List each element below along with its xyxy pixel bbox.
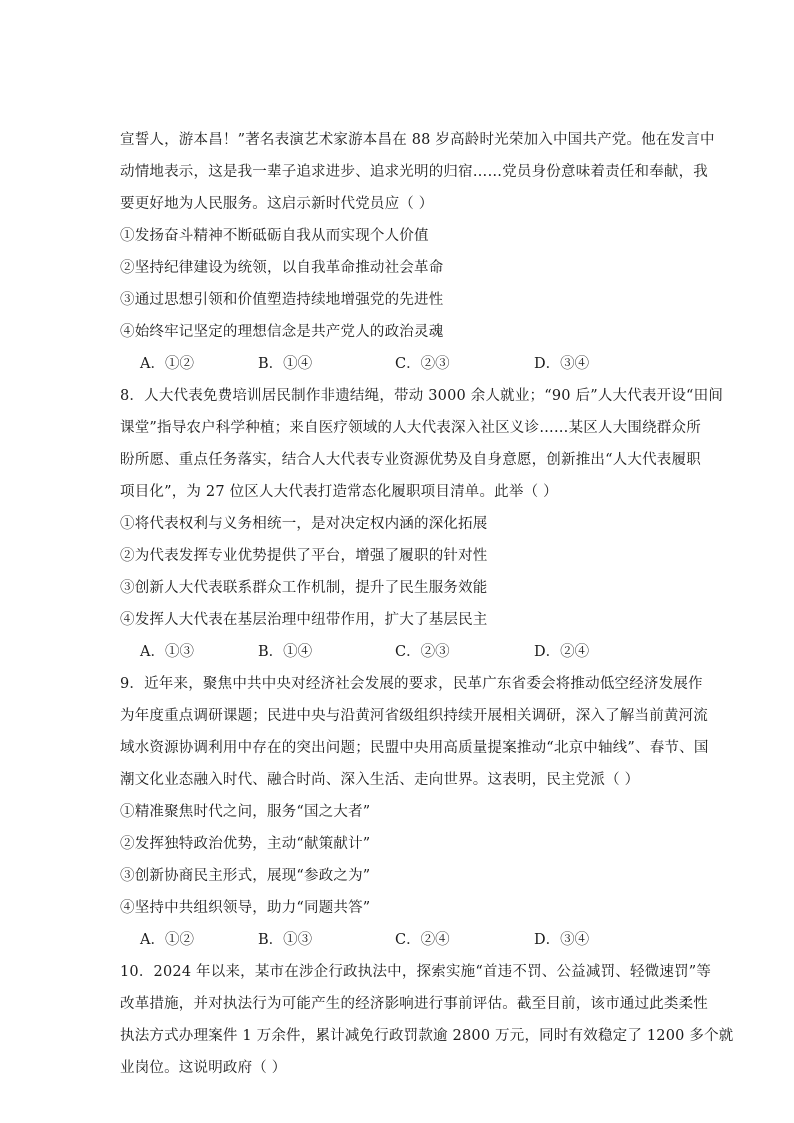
q9-stem-line-1: 9．近年来，聚焦中共中央对经济社会发展的要求，民革广东省委会将推动低空经济发展作 (120, 676, 703, 692)
q7-stem-line-2: 动情地表示，这是我一辈子追求进步、追求光明的归宿……党员身份意味着责任和奉献，我 (120, 164, 708, 180)
q9-statement-3: ③创新协商民主形式，展现“参政之为” (120, 868, 371, 884)
q9-statement-1: ①精准聚焦时代之问，服务“国之大者” (120, 804, 371, 820)
q8-statement-3: ③创新人大代表联系群众工作机制，提升了民生服务效能 (120, 580, 488, 596)
q9-stem-line-4: 潮文化业态融入时代、融合时尚、深入生活、走向世界。这表明，民主党派（ ） (120, 772, 640, 788)
q8-stem-line-2: 课堂”指导农户科学种植；来自医疗领域的人大代表深入社区义诊……某区人大围绕群众所 (120, 420, 701, 436)
q7-stem-line-3: 要更好地为人民服务。这启示新时代党员应（ ） (120, 196, 434, 212)
q7-stem-line-1: 宣誓人，游本昌！”著名表演艺术家游本昌在 88 岁高龄时光荣加入中国共产党。他在发言中 (120, 132, 715, 148)
q8-stem-line-1: 8．人大代表免费培训居民制作非遗结绳，带动 3000 余人就业；“90 后”人大代表开设“田间 (120, 388, 724, 404)
q8-option-a[interactable]: A．①③ (140, 644, 194, 660)
q7-statement-4: ④始终牢记坚定的理想信念是共产党人的政治灵魂 (120, 324, 444, 340)
q9-option-b[interactable]: B．①③ (258, 932, 313, 948)
q8-option-d[interactable]: D．②④ (534, 644, 590, 660)
q9-option-c[interactable]: C．②④ (395, 932, 450, 948)
q7-option-d[interactable]: D．③④ (534, 356, 590, 372)
q9-statement-2: ②发挥独特政治优势，主动“献策献计” (120, 836, 371, 852)
q9-statement-4: ④坚持中共组织领导，助力“同题共答” (120, 900, 371, 916)
q10-stem-line-1: 10．2024 年以来，某市在涉企行政执法中，探索实施“首违不罚、公益减罚、轻微速罚”等 (120, 964, 712, 980)
q9-options (140, 930, 660, 950)
q8-stem-line-3: 盼所愿、重点任务落实，结合人大代表专业资源优势及自身意愿，创新推出“人大代表履职 (120, 452, 701, 468)
q7-options (140, 354, 660, 374)
q7-option-a[interactable]: A．①② (140, 356, 194, 372)
q7-statement-2: ②坚持纪律建设为统领，以自我革命推动社会革命 (120, 260, 444, 276)
q9-stem-line-3: 域水资源协调利用中存在的突出问题；民盟中央用高质量提案推动“北京中轴线”、春节、国 (120, 740, 709, 756)
q8-statement-1: ①将代表权利与义务相统一，是对决定权内涵的深化拓展 (120, 516, 488, 532)
q7-option-b[interactable]: B．①④ (258, 356, 313, 372)
q10-stem-line-3: 执法方式办理案件 1 万余件，累计减免行政罚款逾 2800 万元，同时有效稳定了 1200 多个就 (120, 1028, 734, 1044)
q10-stem-line-2: 改革措施，并对执法行为可能产生的经济影响进行事前评估。截至目前，该市通过此类柔性 (120, 996, 708, 1012)
q8-statement-4: ④发挥人大代表在基层治理中纽带作用，扩大了基层民主 (120, 612, 488, 628)
q8-statement-2: ②为代表发挥专业优势提供了平台，增强了履职的针对性 (120, 548, 488, 564)
q8-option-c[interactable]: C．②③ (395, 644, 450, 660)
q9-stem-line-2: 为年度重点调研课题；民进中央与沿黄河省级组织持续开展相关调研，深入了解当前黄河流 (120, 708, 708, 724)
q7-statement-1: ①发扬奋斗精神不断砥砺自我从而实现个人价值 (120, 228, 429, 244)
q9-option-d[interactable]: D．③④ (534, 932, 590, 948)
q8-stem-line-4: 项目化”，为 27 位区人大代表打造常态化履职项目清单。此举（ ） (120, 484, 558, 500)
q7-option-c[interactable]: C．②③ (395, 356, 450, 372)
q8-option-b[interactable]: B．①④ (258, 644, 313, 660)
q7-statement-3: ③通过思想引领和价值塑造持续地增强党的先进性 (120, 292, 444, 308)
q8-options (140, 642, 660, 662)
q9-option-a[interactable]: A．①② (140, 932, 194, 948)
q10-stem-line-4: 业岗位。这说明政府（ ） (120, 1060, 287, 1076)
